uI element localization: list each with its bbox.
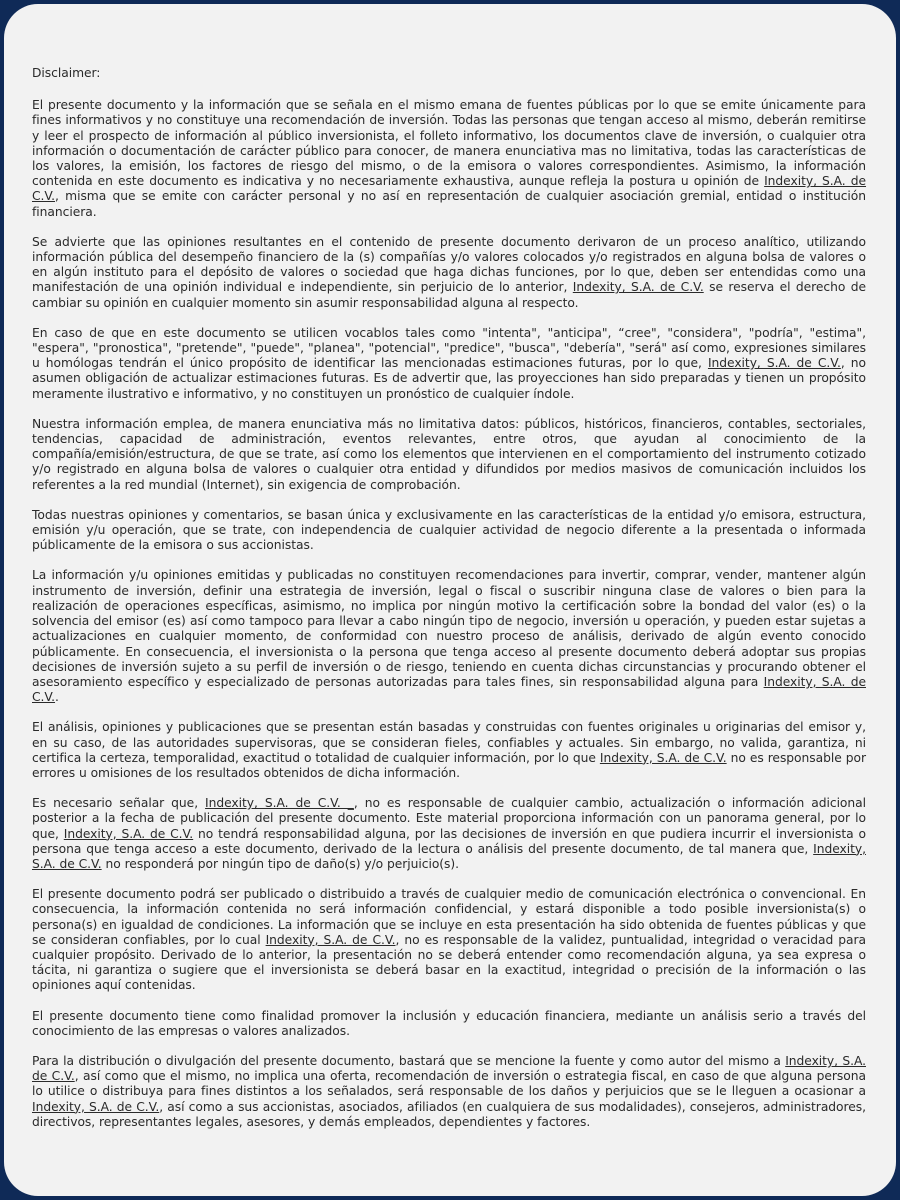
paragraph-text: El presente documento podrá ser publicado o distribuido a través de cualquier medio de comunicación electrónica o convencional. En consecuencia, la información contenida no será información confidencial, y estará disponible a todo posible inversionista(s) o persona(s) en igualdad de condiciones. La información que se incluye en esta presentación ha sido obtenida de fuentes públicas y que se consideran confiables, por lo cual <box>32 887 866 947</box>
company-name-link[interactable]: Indexity, S.A. de C.V. <box>63 826 194 841</box>
disclaimer-paragraph <box>32 326 866 402</box>
paragraph-text: , no es responsable de cualquier cambio, actualización o información adicional posterior a la fecha de publicación del presente documento. Este material proporciona información con un panorama general, por lo que, <box>32 796 867 841</box>
disclaimer-page <box>4 4 896 1196</box>
paragraph-text: Se advierte que las opiniones resultantes en el contenido de presente documento derivaron de un proceso analítico, utilizando información pública del desempeño financiero de la (s) compañías y/o valores colocados y/o registrados en alguna bolsa de valores o en algún instituto para el depósito de valores o sociedad que haga dichas funciones, por lo que, deben ser entendidas como una manifestación de una opinión individual e independiente, sin perjuicio de lo anterior, <box>32 234 866 295</box>
disclaimer-paragraph <box>32 1054 866 1130</box>
paragraph-text: se reserva el derecho de cambiar su opinión en cualquier momento sin asumir responsabilidad alguna al respecto. <box>32 280 866 310</box>
company-name-link[interactable]: Indexity, S.A. de C.V. <box>32 1099 160 1114</box>
paragraph-text: , así como a sus accionistas, asociados, afiliados (en cualquiera de sus modalidades), consejeros, administradores, directivos, representantes legales, asesores, y demás empleados, dependientes y factores. <box>32 1099 866 1129</box>
disclaimer-title: Disclaimer: <box>32 66 101 80</box>
disclaimer-paragraph <box>32 235 866 311</box>
disclaimer-paragraph <box>32 98 866 220</box>
paragraph-text: no responderá por ningún tipo de daño(s) y/o perjuicio(s). <box>101 856 460 871</box>
paragraph-text: , no es responsable de la validez, puntualidad, integridad o veracidad para cualquier propósito. Derivado de lo anterior, la presentación no se deberá entender como recomendación alguna, ya sea expresa o tácita, ni garantiza o sugiere que el inversionista se deberá basar en la exactitud, integridad o precisión de la información o las opiniones aquí contenidas. <box>32 932 866 993</box>
paragraph-text: Para la distribución o divulgación del presente documento, bastará que se mencione la fuente y como autor del mismo a <box>32 1053 786 1068</box>
company-name-link[interactable]: Indexity, S.A. de C.V. <box>707 356 841 371</box>
disclaimer-content <box>32 66 866 1145</box>
company-name-link[interactable]: Indexity, S.A. de C.V. <box>32 674 866 705</box>
paragraph-text: El análisis, opiniones y publicaciones que se presentan están basadas y construidas con fuentes originales u originarias del emisor y, en su caso, de las autoridades supervisoras, que se consideran fieles, confiables y actuales. Sin embargo, no valida, garantiza, ni certifica la certeza, temporalidad, exactitud o totalidad de cualquier información, por lo que <box>32 720 866 765</box>
paragraph-text: , así como que el mismo, no implica una oferta, recomendación de inversión o estrategia fiscal, en caso de que alguna persona lo utilice o distribuya para fines distintos a los señalados, será responsable de los daños y perjuicios que se le lleguen a ocasionar a <box>32 1069 866 1099</box>
paragraph-text: no es responsable por errores u omisiones de los resultados obtenidos de dicha información. <box>32 750 866 780</box>
disclaimer-paragraph <box>32 568 866 705</box>
company-name-link[interactable]: Indexity, S.A. de C.V. <box>32 1053 866 1084</box>
disclaimer-paragraph <box>32 508 866 554</box>
disclaimer-body <box>32 98 866 1130</box>
company-name-link[interactable]: Indexity, S.A. de C.V. <box>265 932 396 947</box>
disclaimer-paragraph <box>32 1009 866 1039</box>
paragraph-text: no tendrá responsabilidad alguna, por las decisiones de inversión en que pudiera incurrir el inversionista o persona que tenga acceso a este documento, derivado de la lectura o análisis del presente documento, de tal manera que, <box>32 826 866 856</box>
disclaimer-paragraph <box>32 887 866 993</box>
paragraph-text: . <box>55 690 59 705</box>
paragraph-text: , misma que se emite con carácter personal y no así en representación de cualquier asociación gremial, entidad o institución financiera. <box>32 189 866 219</box>
paragraph-text: El presente documento tiene como finalidad promover la inclusión y educación financiera, mediante un análisis serio a través del conocimiento de las empresas o valores analizados. <box>32 1008 866 1038</box>
paragraph-text: Es necesario señalar que, <box>32 796 206 811</box>
disclaimer-paragraph <box>32 796 866 872</box>
paragraph-text: Nuestra información emplea, de manera enunciativa más no limitativa datos: públicos, históricos, financieros, contables, sectoriales, tendencias, capacidad de administración, eventos relevantes, entre otros, que ayudan al conocimiento de la compañía/emisión/estructura, de que se trate, así como los elementos que intervienen en el comportamiento del instrumento cotizado y/o registrado en alguna bolsa de valores o cualquier otra entidad y difundidos por medios masivos de comunicación incluidos los referentes a la red mundial (Internet), sin exigencia de comprobación. <box>32 416 866 492</box>
paragraph-text: El presente documento y la información que se señala en el mismo emana de fuentes públicas por lo que se emite únicamente para fines informativos y no constituye una recomendación de inversión. Todas las personas que tengan acceso al mismo, deberán remitirse y leer el prospecto de información al público inversionista, el folleto informativo, los documentos clave de inversión, o cualquier otra información o documentación de carácter público para conocer, de manera enunciativa mas no limitativa, todas las características de los valores, la emisión, los factores de riesgo del mismo, o de la emisora o valores correspondientes. Asimismo, la información contenida en este documento es indicativa y no necesariamente exhaustiva, aunque refleja la postura u opinión de <box>32 98 866 189</box>
paragraph-text: En caso de que en este documento se utilicen vocablos tales como "intenta", "anticipa", “cree", "considera", "podría", "estima", "espera", "pronostica", "pretende", "puede", "planea", "potencial", "predice", "busca", "debería", "será" así como, expresiones similares u homólogas tendrán el único propósito de identificar las mencionadas estimaciones futuras, por lo que, <box>32 325 866 371</box>
company-name-link[interactable]: Indexity, S.A. de C.V. _ <box>205 796 354 811</box>
paragraph-text: La información y/u opiniones emitidas y publicadas no constituyen recomendaciones para invertir, comprar, vender, mantener algún instrumento de inversión, definir una estrategia de inversión, legal o fiscal o suscribir ninguna clase de valores o bien para la realización de operaciones específicas, asimismo, no implica por ningún motivo la certificación sobre la bondad del valor (es) o la solvencia del emisor (es) así como tampoco para llevar a cabo ningún tipo de negocio, inversión u operación, y pueden estar sujetas a actualizaciones en cualquier momento, de conformidad con nuestro proceso de análisis, derivado de algún evento conocido públicamente. En consecuencia, el inversionista o la persona que tenga acceso al presente documento deberá adoptar sus propias decisiones de inversión sujeto a su perfil de inversión o de riesgo, teniendo en cuenta dichas circunstancias y procurando obtener el asesoramiento específico y especializado de personas autorizadas para tales fines, sin responsabilidad alguna para <box>32 568 866 689</box>
paragraph-text: Todas nuestras opiniones y comentarios, se basan única y exclusivamente en las características de la entidad y/o emisora, estructura, emisión y/u operación, que se trate, con independencia de cualquier actividad de negocio diferente a la presentada o informada públicamente de la emisora o sus accionistas. <box>32 507 866 553</box>
company-name-link[interactable]: Indexity, S.A. de C.V. <box>599 750 727 765</box>
disclaimer-paragraph <box>32 720 866 781</box>
company-name-link[interactable]: Indexity, S.A. de C.V. <box>572 280 704 295</box>
disclaimer-paragraph <box>32 417 866 493</box>
paragraph-text: , no asumen obligación de actualizar estimaciones futuras. Es de advertir que, las proyecciones han sido preparadas y tienen un propósito meramente ilustrativo e informativo, y no constituyen un pronóstico de cualquier índole. <box>32 356 867 401</box>
company-name-link[interactable]: Indexity, S.A. de C.V. <box>32 841 866 871</box>
company-name-link[interactable]: Indexity, S.A. de C.V. <box>32 174 867 204</box>
